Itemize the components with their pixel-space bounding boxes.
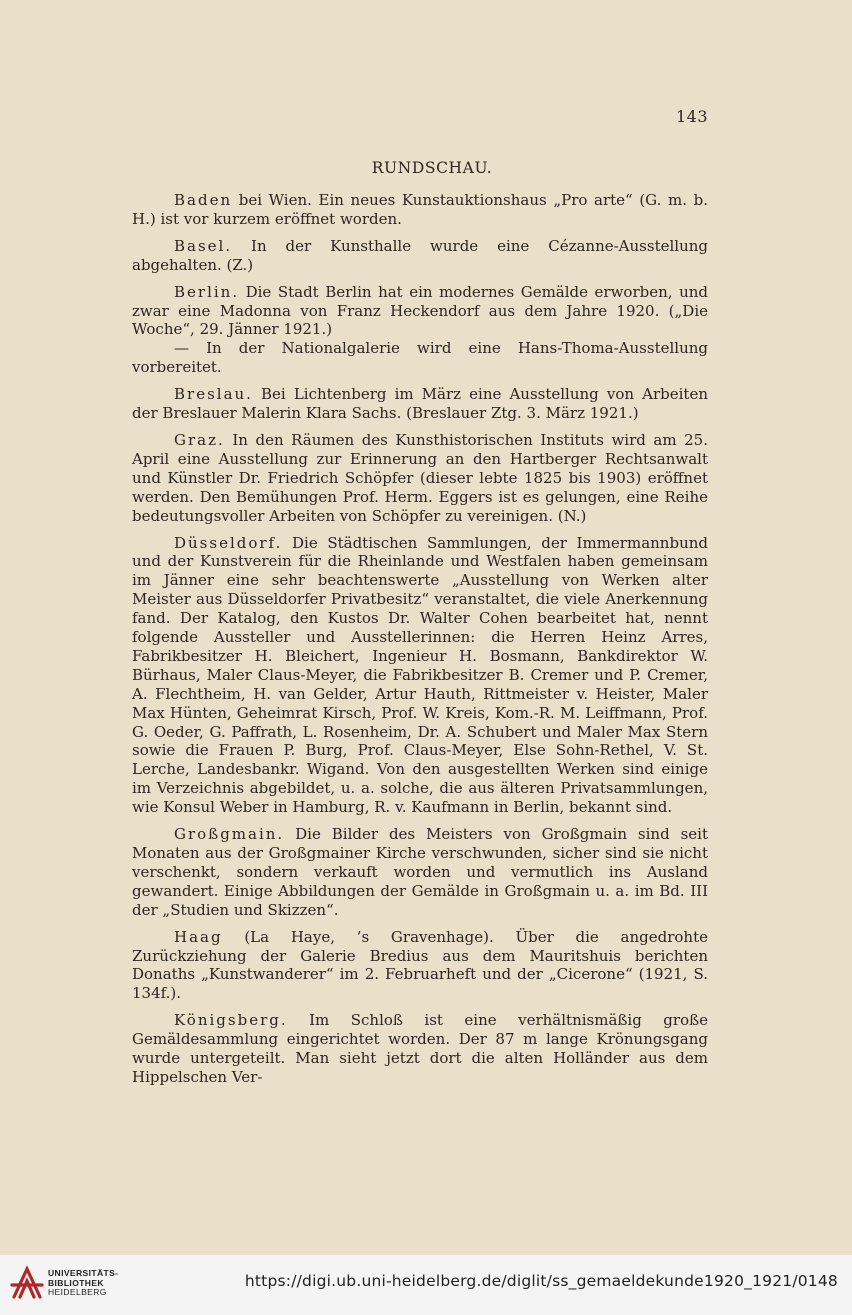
source-url-link[interactable]: https://digi.ub.uni-heidelberg.de/diglit/ss_gemaeldekunde1920_1921/0148 <box>244 1272 838 1290</box>
place-name: Haag <box>174 927 223 946</box>
library-name-line1: UNIVERSITÄTS- <box>48 1268 119 1278</box>
paragraph-berlin-continued <box>132 339 708 377</box>
paragraph-text: Die Stadt Berlin hat ein modernes Gemälde erworben, und zwar eine Madonna von Franz Heckendorf aus dem Jahre 1920. („Die Woche“, 29. Jänner 1921.) <box>132 282 708 339</box>
paragraph-text: Bei Lichtenberg im März eine Ausstellung von Arbeiten der Breslauer Malerin Klara Sachs. (Breslauer Ztg. 3. März 1921.) <box>132 385 708 423</box>
heidelberg-library-logo-icon[interactable] <box>10 1263 44 1303</box>
paragraph-baden <box>132 191 708 229</box>
paragraph-graz <box>132 431 708 526</box>
place-name: Königsberg. <box>174 1011 288 1030</box>
paragraph-text: — In der Nationalgalerie wird eine Hans-Thoma-Ausstellung vorbereitet. <box>132 339 708 377</box>
paragraph-text: bei Wien. Ein neues Kunstauktionshaus „Pro arte“ (G. m. b. H.) ist vor kurzem eröffnet worden. <box>132 191 708 228</box>
paragraph-breslau <box>132 385 708 423</box>
paragraph-koenigsberg <box>132 1011 708 1087</box>
footer-bar <box>0 1255 852 1315</box>
place-name: Baden <box>174 191 233 209</box>
article-body <box>132 191 708 1095</box>
paragraph-text: Im Schloß ist eine verhältnismäßig große Gemäldesammlung eingerichtet worden. Der 87 m lange Krönungsgang wurde untergeteilt. Man sieht jetzt dort die alten Holländer aus dem Hippelschen Ver- <box>132 1011 708 1086</box>
paragraph-text: In der Kunsthalle wurde eine Cézanne-Ausstellung abgehalten. (Z.) <box>132 236 708 274</box>
place-name: Graz. <box>174 430 225 449</box>
paragraph-duesseldorf <box>132 534 708 818</box>
paragraph-haag <box>132 928 708 1004</box>
library-name[interactable] <box>48 1269 118 1298</box>
paragraph-text: Die Bilder des Meisters von Großgmain sind seit Monaten aus der Großgmainer Kirche verschwunden, sicher sind sie nicht verschenkt, sondern verkauft worden und vermutlich ins Ausland gewandert. Einige Abbildungen der Gemälde in Großgmain u. a. im Bd. III der „Studien und Skizzen“. <box>132 825 708 919</box>
place-name: Großgmain. <box>174 825 285 844</box>
place-name: Berlin. <box>174 282 240 301</box>
paragraph-basel <box>132 237 708 275</box>
library-name-line2: BIBLIOTHEK <box>48 1277 104 1288</box>
paragraph-text: In den Räumen des Kunsthistorischen Instituts wird am 25. April eine Ausstellung zur Erinnerung an den Hartberger Rechtsanwalt und Künstler Dr. Friedrich Schöpfer (dieser lebte 1825 bis 1903) eröffnet werden. Den Bemühungen Prof. Herm. Eggers ist es gelungen, eine Reihe bedeutungsvoller Arbeiten von Schöpfer zu vereinigen. (N.) <box>132 430 708 525</box>
section-heading: RUNDSCHAU. <box>371 159 493 177</box>
paragraph-grossgmain <box>132 825 708 920</box>
paragraph-berlin <box>132 283 708 340</box>
place-name: Breslau. <box>174 385 253 404</box>
library-name-line3: HEIDELBERG <box>48 1287 107 1297</box>
paragraph-text: (La Haye, ’s Gravenhage). Über die angedrohte Zurückziehung der Galerie Bredius aus dem Mauritshuis berichten Donaths „Kunstwanderer“ im 2. Februarheft und der „Cicerone“ (1921, S. 134f.). <box>132 927 708 1003</box>
place-name: Düsseldorf. <box>174 533 283 552</box>
place-name: Basel. <box>174 236 233 255</box>
page-number: 143 <box>676 107 709 126</box>
paragraph-text: Die Städtischen Sammlungen, der Immermannbund und der Kunstverein für die Rheinlande und Westfalen haben gemeinsam im Jänner eine sehr beachtenswerte „Ausstellung von Werken alter Meister aus Düsseldorfer Privatbesitz“ veranstaltet, die viele Anerkennung fand. Der Katalog, den Kustos Dr. Walter Cohen bearbeitet hat, nennt folgende Aussteller und Ausstellerinnen: die Herren Heinz Arres, Fabrikbesitzer H. Bleichert, Ingenieur H. Bosmann, Bankdirektor W. Bürhaus, Maler Claus-Meyer, die Fabrikbesitzer B. Cremer und P. Cremer, A. Flechtheim, H. van Gelder, Artur Hauth, Rittmeister v. Heister, Maler Max Hünten, Geheimrat Kirsch, Prof. W. Kreis, Kom.-R. M. Leiffmann, Prof. G. Oeder, G. Paffrath, L. Rosenheim, Dr. A. Schubert und Maler Max Stern sowie die Frauen P. Burg, Prof. Claus-Meyer, Else Sohn-Rethel, V. St. Lerche, Landesbankr. Wigand. Von den ausgestellten Werken sind einige im Verzeichnis abgebildet, u. a. solche, die aus älteren Privatsammlungen, wie Konsul Weber in Hamburg, R. v. Kaufmann in Berlin, bekannt sind. <box>132 533 708 817</box>
